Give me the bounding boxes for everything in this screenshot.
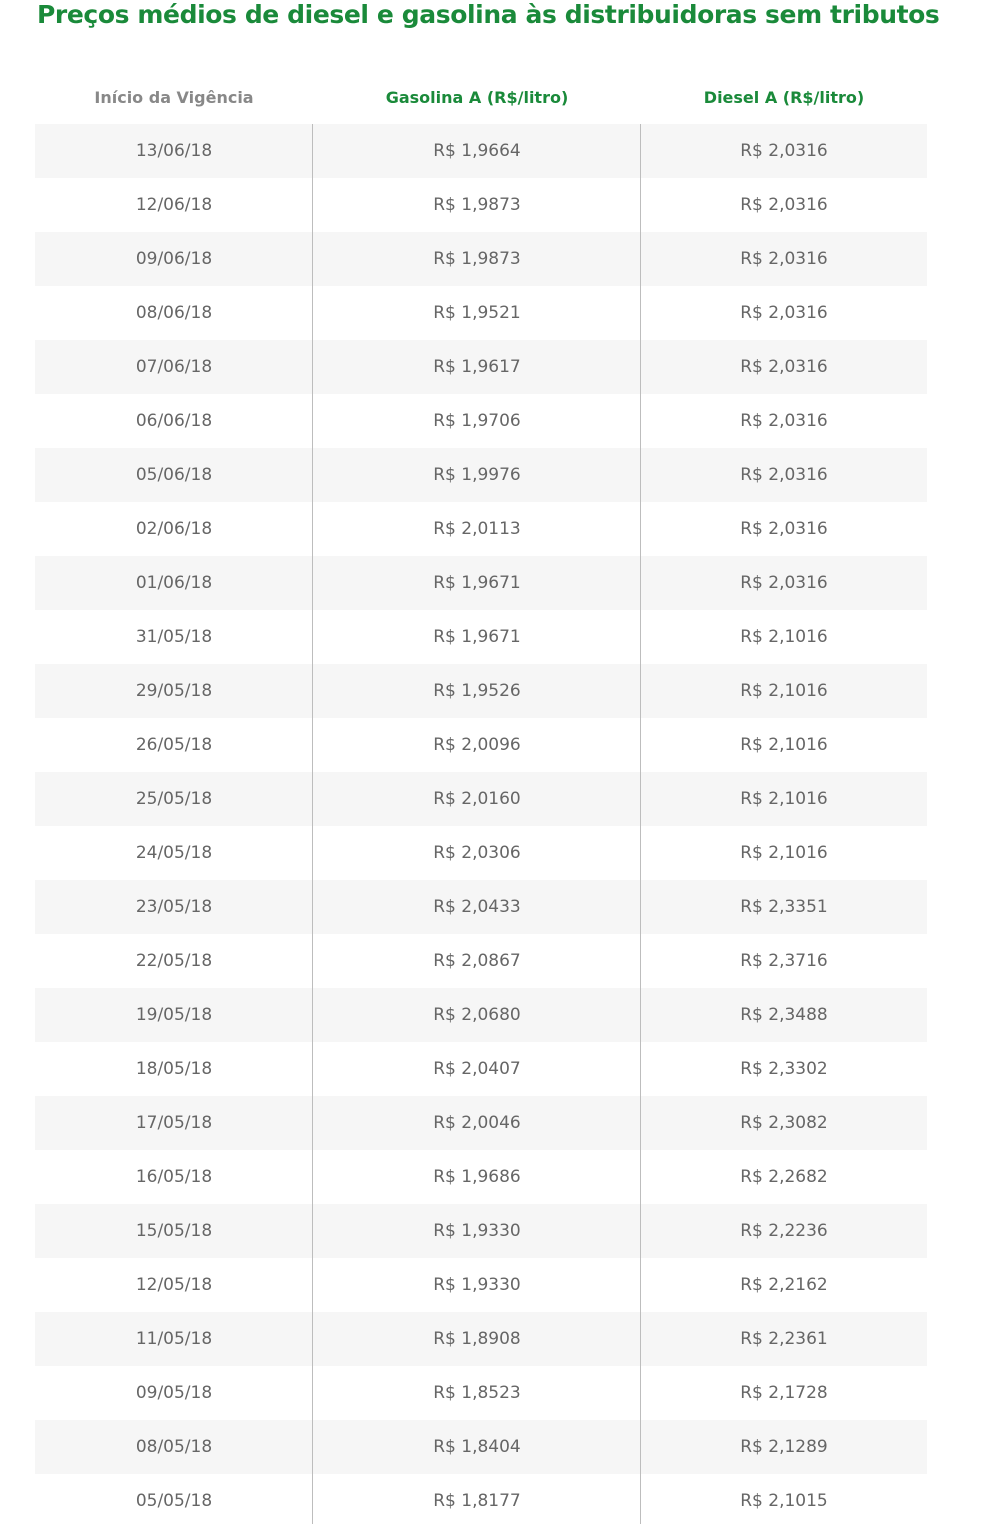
- cell-diesel: R$ 2,1016: [740, 681, 828, 701]
- cell-gasoline: R$ 1,9976: [433, 465, 521, 485]
- cell-gasoline: R$ 1,9873: [433, 249, 521, 269]
- cell-gasoline: R$ 1,9521: [433, 303, 521, 323]
- table-header: [35, 70, 927, 124]
- cell-gasoline: R$ 1,9686: [433, 1167, 521, 1187]
- cell-diesel: R$ 2,1015: [740, 1491, 828, 1511]
- cell-date: 29/05/18: [135, 681, 213, 701]
- table-row: [35, 934, 927, 988]
- cell-date: 02/06/18: [135, 519, 213, 539]
- cell-date: 12/05/18: [135, 1275, 213, 1295]
- table-row: [35, 1312, 927, 1366]
- table-row: [35, 232, 927, 286]
- cell-gasoline: R$ 2,0096: [433, 735, 521, 755]
- table-body: [35, 124, 927, 1528]
- table-row: [35, 1366, 927, 1420]
- table-row: [35, 1204, 927, 1258]
- cell-gasoline: R$ 1,9617: [433, 357, 521, 377]
- cell-diesel: R$ 2,1016: [740, 789, 828, 809]
- cell-date: 31/05/18: [135, 627, 213, 647]
- table-row: [35, 988, 927, 1042]
- header-diesel: Diesel A (R$/litro): [703, 87, 865, 107]
- cell-date: 26/05/18: [135, 735, 213, 755]
- table-row: [35, 502, 927, 556]
- cell-gasoline: R$ 2,0160: [433, 789, 521, 809]
- cell-diesel: R$ 2,3082: [740, 1113, 828, 1133]
- cell-diesel: R$ 2,2361: [740, 1329, 828, 1349]
- table-row: [35, 826, 927, 880]
- cell-date: 23/05/18: [135, 897, 213, 917]
- table-row: [35, 286, 927, 340]
- cell-date: 22/05/18: [135, 951, 213, 971]
- cell-date: 25/05/18: [135, 789, 213, 809]
- table-row: [35, 1096, 927, 1150]
- cell-gasoline: R$ 1,9671: [433, 627, 521, 647]
- cell-gasoline: R$ 1,9330: [433, 1221, 521, 1241]
- table-row: [35, 556, 927, 610]
- cell-gasoline: R$ 2,0407: [433, 1059, 521, 1079]
- cell-diesel: R$ 2,3351: [740, 897, 828, 917]
- cell-date: 13/06/18: [135, 141, 213, 161]
- cell-diesel: R$ 2,0316: [740, 195, 828, 215]
- header-gasoline: Gasolina A (R$/litro): [385, 87, 569, 107]
- column-divider: [312, 124, 313, 1524]
- cell-diesel: R$ 2,2236: [740, 1221, 828, 1241]
- cell-gasoline: R$ 1,9330: [433, 1275, 521, 1295]
- table-row: [35, 178, 927, 232]
- cell-gasoline: R$ 2,0433: [433, 897, 521, 917]
- cell-gasoline: R$ 2,0680: [433, 1005, 521, 1025]
- cell-diesel: R$ 2,0316: [740, 249, 828, 269]
- cell-gasoline: R$ 1,9873: [433, 195, 521, 215]
- price-table: [35, 70, 927, 1528]
- cell-date: 05/05/18: [135, 1491, 213, 1511]
- cell-gasoline: R$ 2,0046: [433, 1113, 521, 1133]
- cell-date: 06/06/18: [135, 411, 213, 431]
- cell-date: 17/05/18: [135, 1113, 213, 1133]
- cell-gasoline: R$ 1,9526: [433, 681, 521, 701]
- cell-diesel: R$ 2,1016: [740, 735, 828, 755]
- table-row: [35, 718, 927, 772]
- table-row: [35, 340, 927, 394]
- cell-diesel: R$ 2,1728: [740, 1383, 828, 1403]
- table-row: [35, 610, 927, 664]
- table-row: [35, 1042, 927, 1096]
- table-row: [35, 394, 927, 448]
- table-row: [35, 1420, 927, 1474]
- cell-diesel: R$ 2,3716: [740, 951, 828, 971]
- cell-diesel: R$ 2,2682: [740, 1167, 828, 1187]
- cell-gasoline: R$ 1,9706: [433, 411, 521, 431]
- cell-date: 11/05/18: [135, 1329, 213, 1349]
- cell-date: 07/06/18: [135, 357, 213, 377]
- cell-gasoline: R$ 1,8177: [433, 1491, 521, 1511]
- cell-gasoline: R$ 1,8523: [433, 1383, 521, 1403]
- table-row: [35, 1258, 927, 1312]
- table-row: [35, 880, 927, 934]
- cell-date: 16/05/18: [135, 1167, 213, 1187]
- cell-diesel: R$ 2,1016: [740, 843, 828, 863]
- cell-date: 01/06/18: [135, 573, 213, 593]
- page-title: Preços médios de diesel e gasolina às distribuidoras sem tributos: [37, 0, 940, 29]
- cell-date: 08/06/18: [135, 303, 213, 323]
- cell-diesel: R$ 2,2162: [740, 1275, 828, 1295]
- cell-gasoline: R$ 2,0113: [433, 519, 521, 539]
- cell-gasoline: R$ 1,9664: [433, 141, 521, 161]
- cell-gasoline: R$ 1,8404: [433, 1437, 521, 1457]
- cell-diesel: R$ 2,0316: [740, 465, 828, 485]
- table-row: [35, 664, 927, 718]
- cell-date: 09/05/18: [135, 1383, 213, 1403]
- cell-gasoline: R$ 1,8908: [433, 1329, 521, 1349]
- cell-date: 08/05/18: [135, 1437, 213, 1457]
- table-row: [35, 772, 927, 826]
- cell-diesel: R$ 2,1289: [740, 1437, 828, 1457]
- cell-gasoline: R$ 2,0306: [433, 843, 521, 863]
- cell-diesel: R$ 2,0316: [740, 519, 828, 539]
- cell-date: 24/05/18: [135, 843, 213, 863]
- cell-date: 18/05/18: [135, 1059, 213, 1079]
- table-row: [35, 124, 927, 178]
- table-row: [35, 448, 927, 502]
- cell-date: 19/05/18: [135, 1005, 213, 1025]
- cell-diesel: R$ 2,0316: [740, 411, 828, 431]
- cell-gasoline: R$ 1,9671: [433, 573, 521, 593]
- cell-diesel: R$ 2,0316: [740, 303, 828, 323]
- cell-diesel: R$ 2,1016: [740, 627, 828, 647]
- cell-date: 09/06/18: [135, 249, 213, 269]
- cell-diesel: R$ 2,3488: [740, 1005, 828, 1025]
- table-row: [35, 1150, 927, 1204]
- cell-diesel: R$ 2,3302: [740, 1059, 828, 1079]
- cell-date: 12/06/18: [135, 195, 213, 215]
- cell-gasoline: R$ 2,0867: [433, 951, 521, 971]
- cell-date: 15/05/18: [135, 1221, 213, 1241]
- cell-date: 05/06/18: [135, 465, 213, 485]
- cell-diesel: R$ 2,0316: [740, 357, 828, 377]
- cell-diesel: R$ 2,0316: [740, 141, 828, 161]
- column-divider: [640, 124, 641, 1524]
- header-date: Início da Vigência: [94, 87, 254, 107]
- cell-diesel: R$ 2,0316: [740, 573, 828, 593]
